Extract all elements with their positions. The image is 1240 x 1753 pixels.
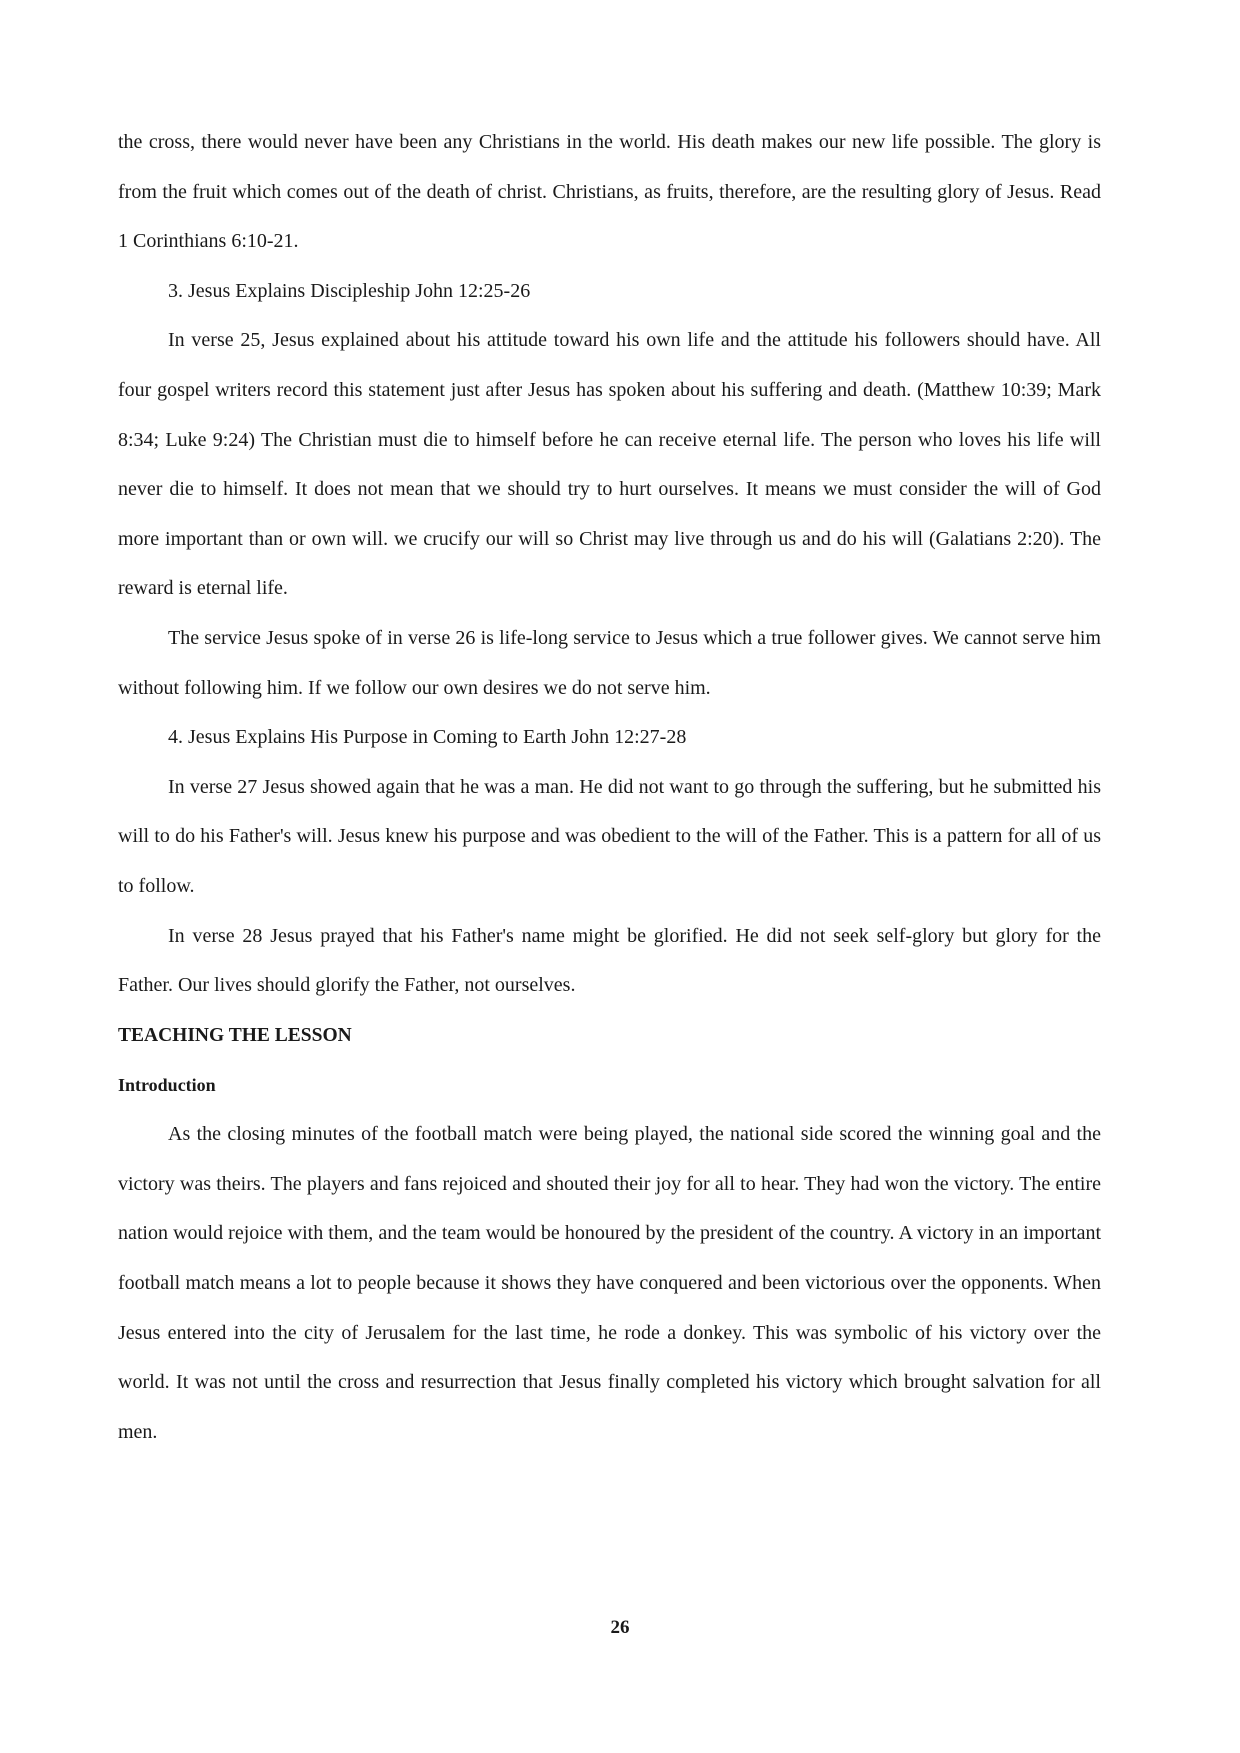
paragraph-continued: the cross, there would never have been any Christians in the world. His death makes our new life possible. The glory is from the fruit which comes out of the death of christ. Christians, as fruits, therefore, are the resulting glory of Jesus. Read 1 Corinthians 6:10-21. bbox=[118, 131, 1101, 253]
paragraph-introduction: As the closing minutes of the football match were being played, the national side scored the winning goal and the victory was theirs. The players and fans rejoiced and shouted their joy for all to hear. They had won the victory. The entire nation would rejoice with them, and the team would be honoured by the president of the country. A victory in an important football match means a lot to people because it shows they have conquered and been victorious over the opponents. When Jesus entered into the city of Jerusalem for the last time, he rode a donkey. This was symbolic of his victory over the world. It was not until the cross and resurrection that Jesus finally completed his victory which brought salvation for all men. bbox=[118, 1123, 1101, 1443]
section-title-purpose: 4. Jesus Explains His Purpose in Coming to Earth John 12:27-28 bbox=[168, 726, 687, 749]
paragraph-verse-26: The service Jesus spoke of in verse 26 is life-long service to Jesus which a true follower gives. We cannot serve him without following him. If we follow our own desires we do not serve him. bbox=[118, 626, 1101, 699]
page-content bbox=[118, 118, 1101, 1457]
paragraph-verse-28: In verse 28 Jesus prayed that his Father's name might be glorified. He did not seek self-glory but glory for the Father. Our lives should glorify the Father, not ourselves. bbox=[118, 924, 1101, 997]
page-number: 26 bbox=[610, 1617, 630, 1638]
subheading-introduction: Introduction bbox=[118, 1075, 216, 1096]
paragraph-verse-27: In verse 27 Jesus showed again that he was a man. He did not want to go through the suffering, but he submitted his will to do his Father's will. Jesus knew his purpose and was obedient to the will of the Father. This is a pattern for all of us to follow. bbox=[118, 775, 1101, 897]
paragraph-verse-25: In verse 25, Jesus explained about his attitude toward his own life and the attitude his followers should have. All four gospel writers record this statement just after Jesus has spoken about his suffering and death. (Matthew 10:39; Mark 8:34; Luke 9:24) The Christian must die to himself before he can receive eternal life. The person who loves his life will never die to himself. It does not mean that we should try to hurt ourselves. It means we must consider the will of God more important than or own will. we crucify our will so Christ may live through us and do his will (Galatians 2:20). The reward is eternal life. bbox=[118, 329, 1101, 600]
section-title-discipleship: 3. Jesus Explains Discipleship John 12:25-26 bbox=[168, 279, 531, 302]
section-heading: TEACHING THE LESSON bbox=[118, 1024, 352, 1046]
